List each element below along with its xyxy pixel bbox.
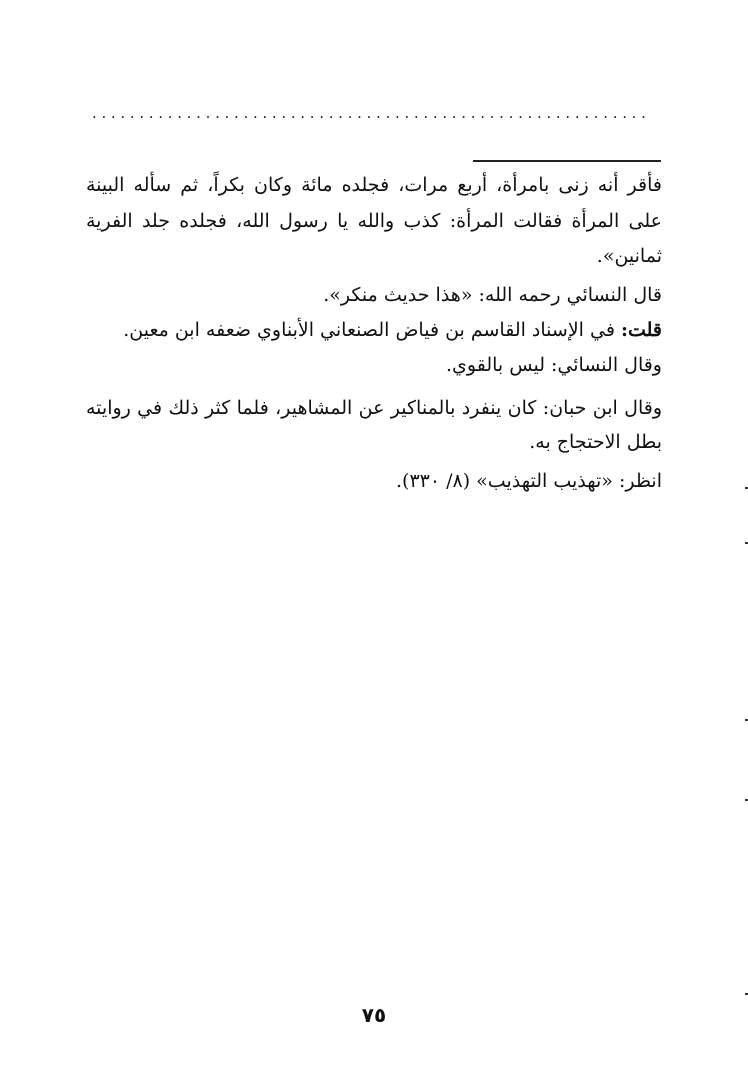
footnote-paragraph-nasai-weak: وقال النسائي: ليس بالقوي. [446,353,662,376]
footnote-paragraph-ibn-hibban: وقال ابن حبان: كان ينفرد بالمناكير عن المشاهير، فلما كثر ذلك في روايته بطل الاحتجاج به. [86,396,662,453]
page-number: ٧٥ [361,1003,387,1027]
footnote-paragraph-author-note [86,317,662,344]
footnote-paragraph-reference: انظر: «تهذيب التهذيب» (٨/ ٣٣٠). [395,469,662,492]
footnote-paragraph-nasai-ruling: قال النسائي رحمه الله: «هذا حديث منكر». [323,283,662,306]
footnote-rule [473,160,661,162]
footnote-paragraph-hadith: فأقر أنه زنى بامرأة، أربع مرات، فجلده مائة وكان بكراً، ثم سأله البينة على المرأة فقالت المرأة: كذب والله يا رسول الله، فجلده جلد الفرية ثمانين». [86,174,662,267]
author-note-text: في الإسناد القاسم بن فياض الصنعاني الأبناوي ضعفه ابن معين. [123,318,621,341]
dotted-separator: ........................................................... [92,104,651,122]
author-note-lead: قلت: [620,318,662,341]
footnote-text [86,168,662,507]
